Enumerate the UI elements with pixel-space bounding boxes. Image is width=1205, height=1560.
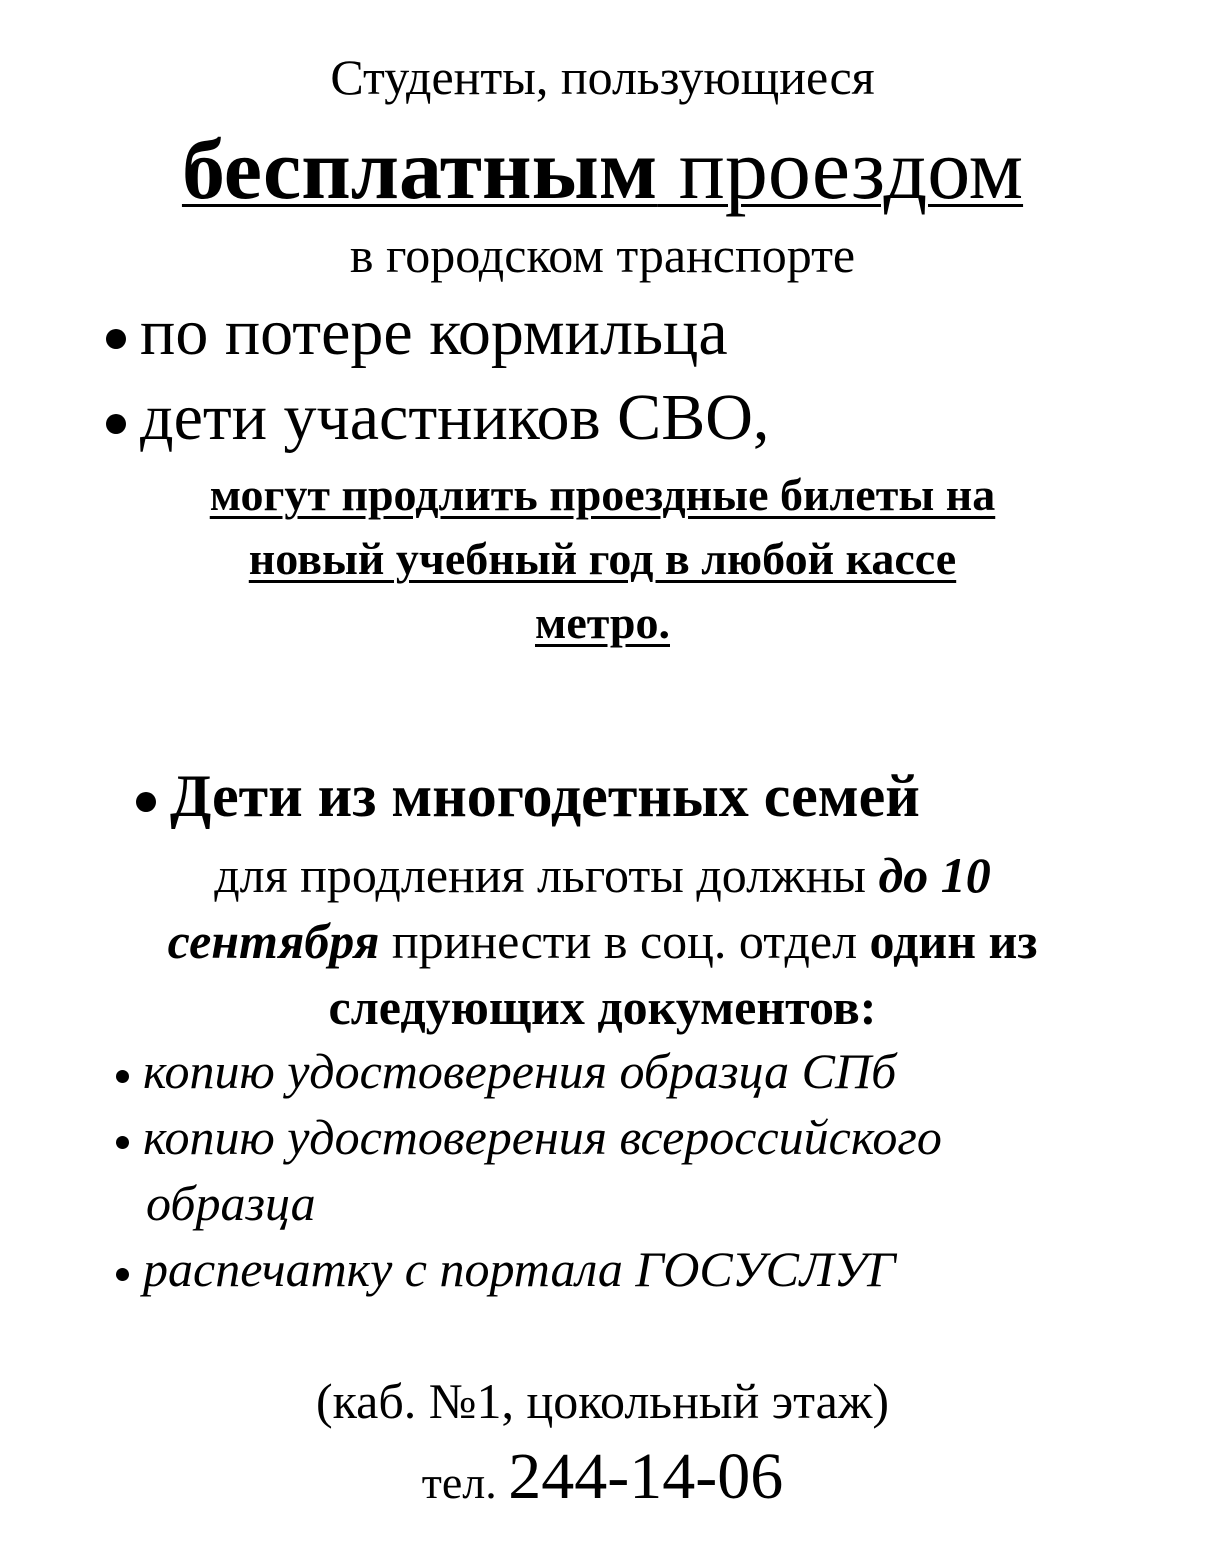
list-item-text: дети участников СВО,	[140, 381, 770, 454]
bullet-icon	[106, 329, 126, 349]
list-item	[116, 1241, 896, 1297]
office-info: (каб. №1, цокольный этаж)	[315, 1373, 890, 1429]
deadline-month: сентября	[167, 913, 380, 969]
bullet-icon	[116, 1268, 129, 1281]
header-line-1: Студенты, пользующиеся	[330, 49, 875, 105]
free-travel-rest: проездом	[657, 121, 1024, 217]
bullet-icon	[116, 1070, 129, 1083]
bullet-icon	[116, 1136, 129, 1149]
phone-number: 244-14-06	[508, 1440, 784, 1513]
notice-line-3: метро.	[535, 597, 670, 648]
large-families-heading	[136, 763, 920, 829]
paragraph-line-1: для продления льготы должны до 10	[214, 847, 991, 903]
header-line-3: в городском транспорте	[349, 227, 856, 283]
large-families-heading-text: Дети из многодетных семей	[170, 763, 920, 829]
deadline-date: до 10	[878, 847, 991, 903]
bullet-icon	[136, 792, 156, 812]
paragraph-line-3: следующих документов:	[328, 979, 877, 1035]
phone-label: тел.	[421, 1457, 509, 1508]
list-item-text: распечатку с портала ГОСУСЛУГ	[143, 1241, 896, 1297]
list-item	[106, 381, 770, 454]
notice-line-2: новый учебный год в любой кассе	[248, 533, 957, 584]
notice-line-1: могут продлить проездные билеты на	[209, 469, 996, 520]
list-item-continuation: образца	[146, 1175, 316, 1231]
paragraph-line-2: сентября принести в соц. отдел один из	[167, 913, 1038, 969]
list-item	[106, 296, 728, 369]
list-item-text: по потере кормильца	[140, 296, 728, 369]
list-item	[116, 1109, 942, 1165]
free-travel-bold: бесплатным	[181, 121, 658, 217]
phone-info	[0, 1440, 1205, 1513]
list-item	[116, 1043, 897, 1099]
header-line-2	[0, 121, 1205, 217]
list-item-text: копию удостоверения всероссийского	[143, 1109, 942, 1165]
bullet-icon	[106, 414, 126, 434]
list-item-text: копию удостоверения образца СПб	[143, 1043, 897, 1099]
